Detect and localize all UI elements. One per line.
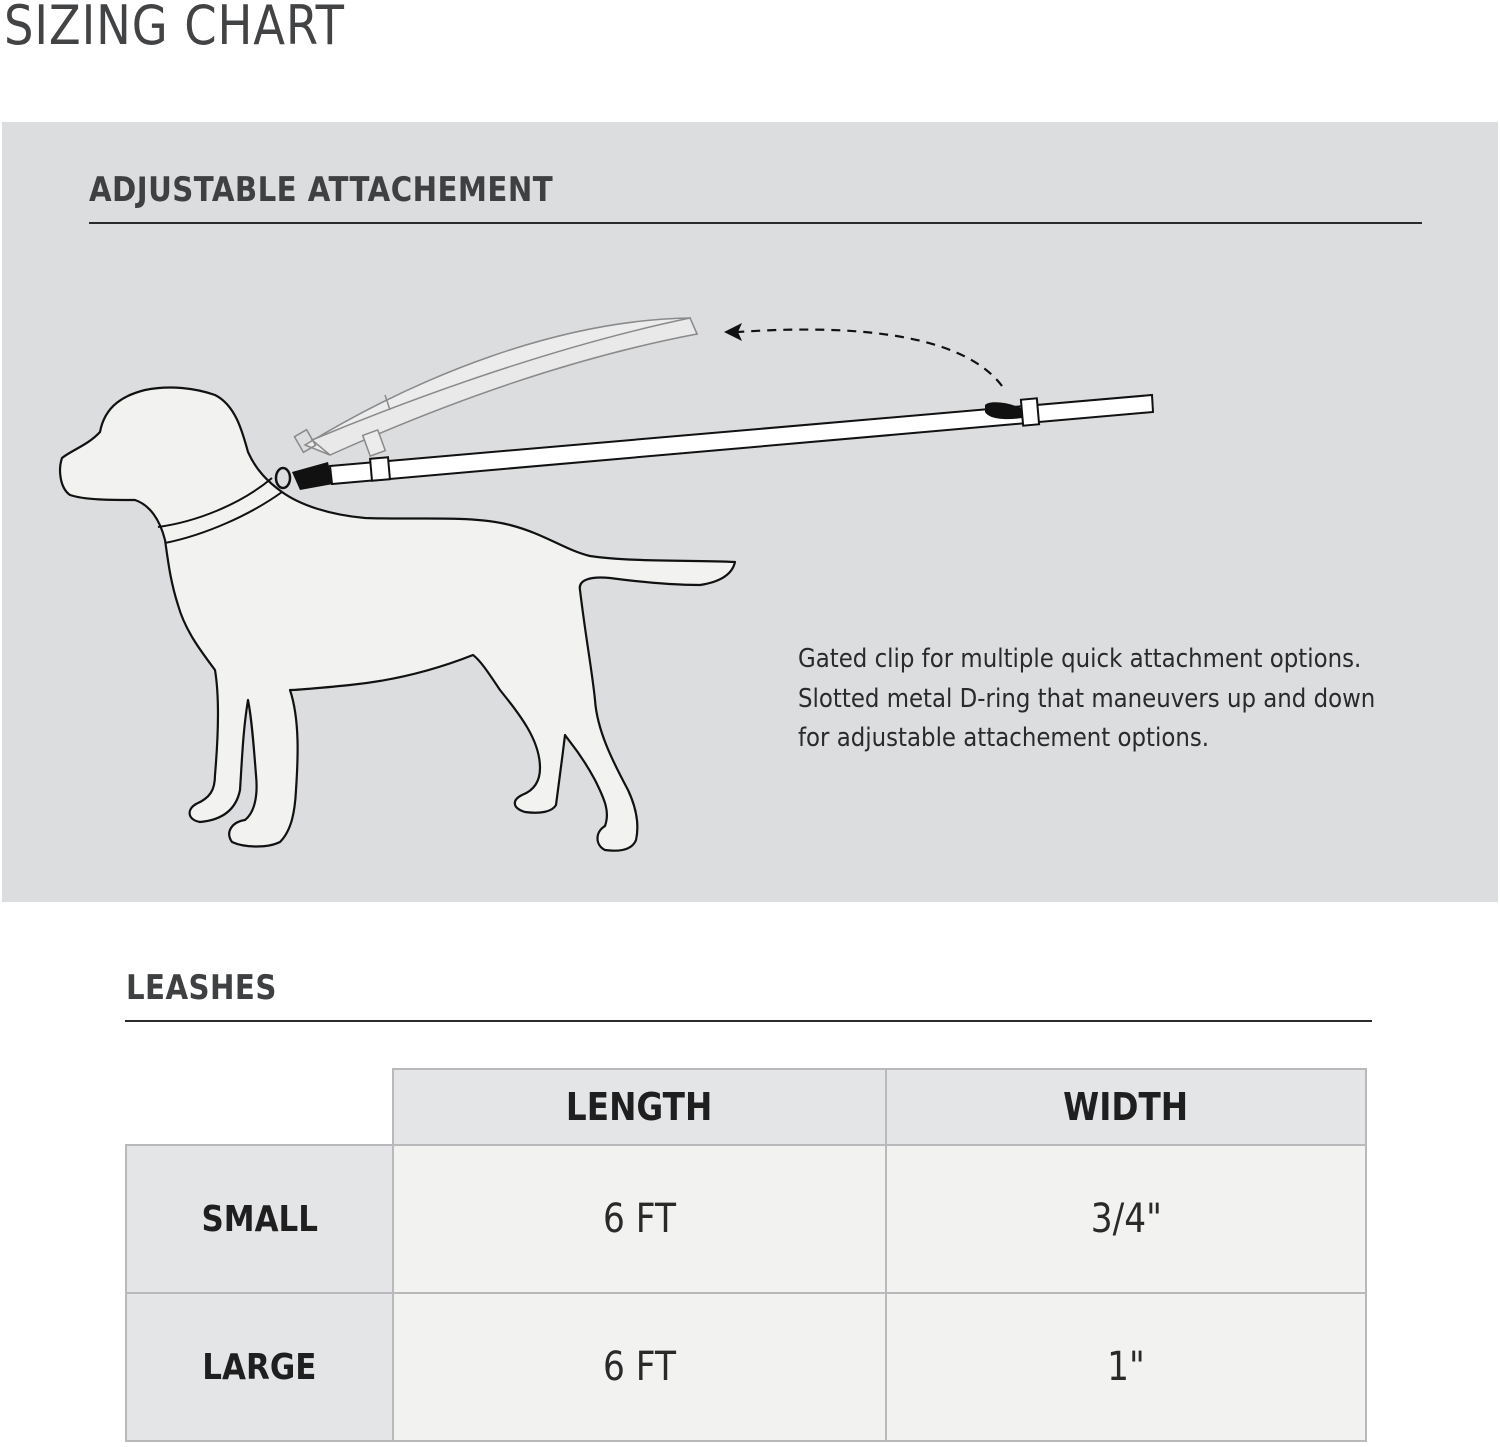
row-header-large: LARGE [126,1293,393,1441]
cell-large-width: 1" [886,1293,1366,1441]
table-corner [126,1069,393,1145]
leashes-heading-rule [125,1020,1372,1022]
table-row [126,1145,1366,1293]
table-row [126,1293,1366,1441]
description-line: for adjustable attachement options. [798,723,1210,753]
description-line: Slotted metal D-ring that maneuvers up and down [798,683,1376,714]
cell-small-length: 6 FT [393,1145,886,1293]
cell-large-length: 6 FT [393,1293,886,1441]
row-header-small: SMALL [126,1145,393,1293]
gated-clip-icon [985,402,1025,419]
description-line: Gated clip for multiple quick attachment options. [798,644,1362,674]
cell-small-width: 3/4" [886,1145,1366,1293]
column-header-width: WIDTH [886,1069,1366,1145]
leash-size-table [125,1068,1367,1442]
dashed-curved-arrow-icon [738,330,1002,386]
attachment-description [798,640,1414,759]
ghost-leash-icon [294,318,697,456]
leashes-heading: LEASHES [126,968,277,1008]
page-title: SIZING CHART [4,0,345,57]
attachment-heading: ADJUSTABLE ATTACHEMENT [89,170,554,210]
column-header-length: LENGTH [393,1069,886,1145]
